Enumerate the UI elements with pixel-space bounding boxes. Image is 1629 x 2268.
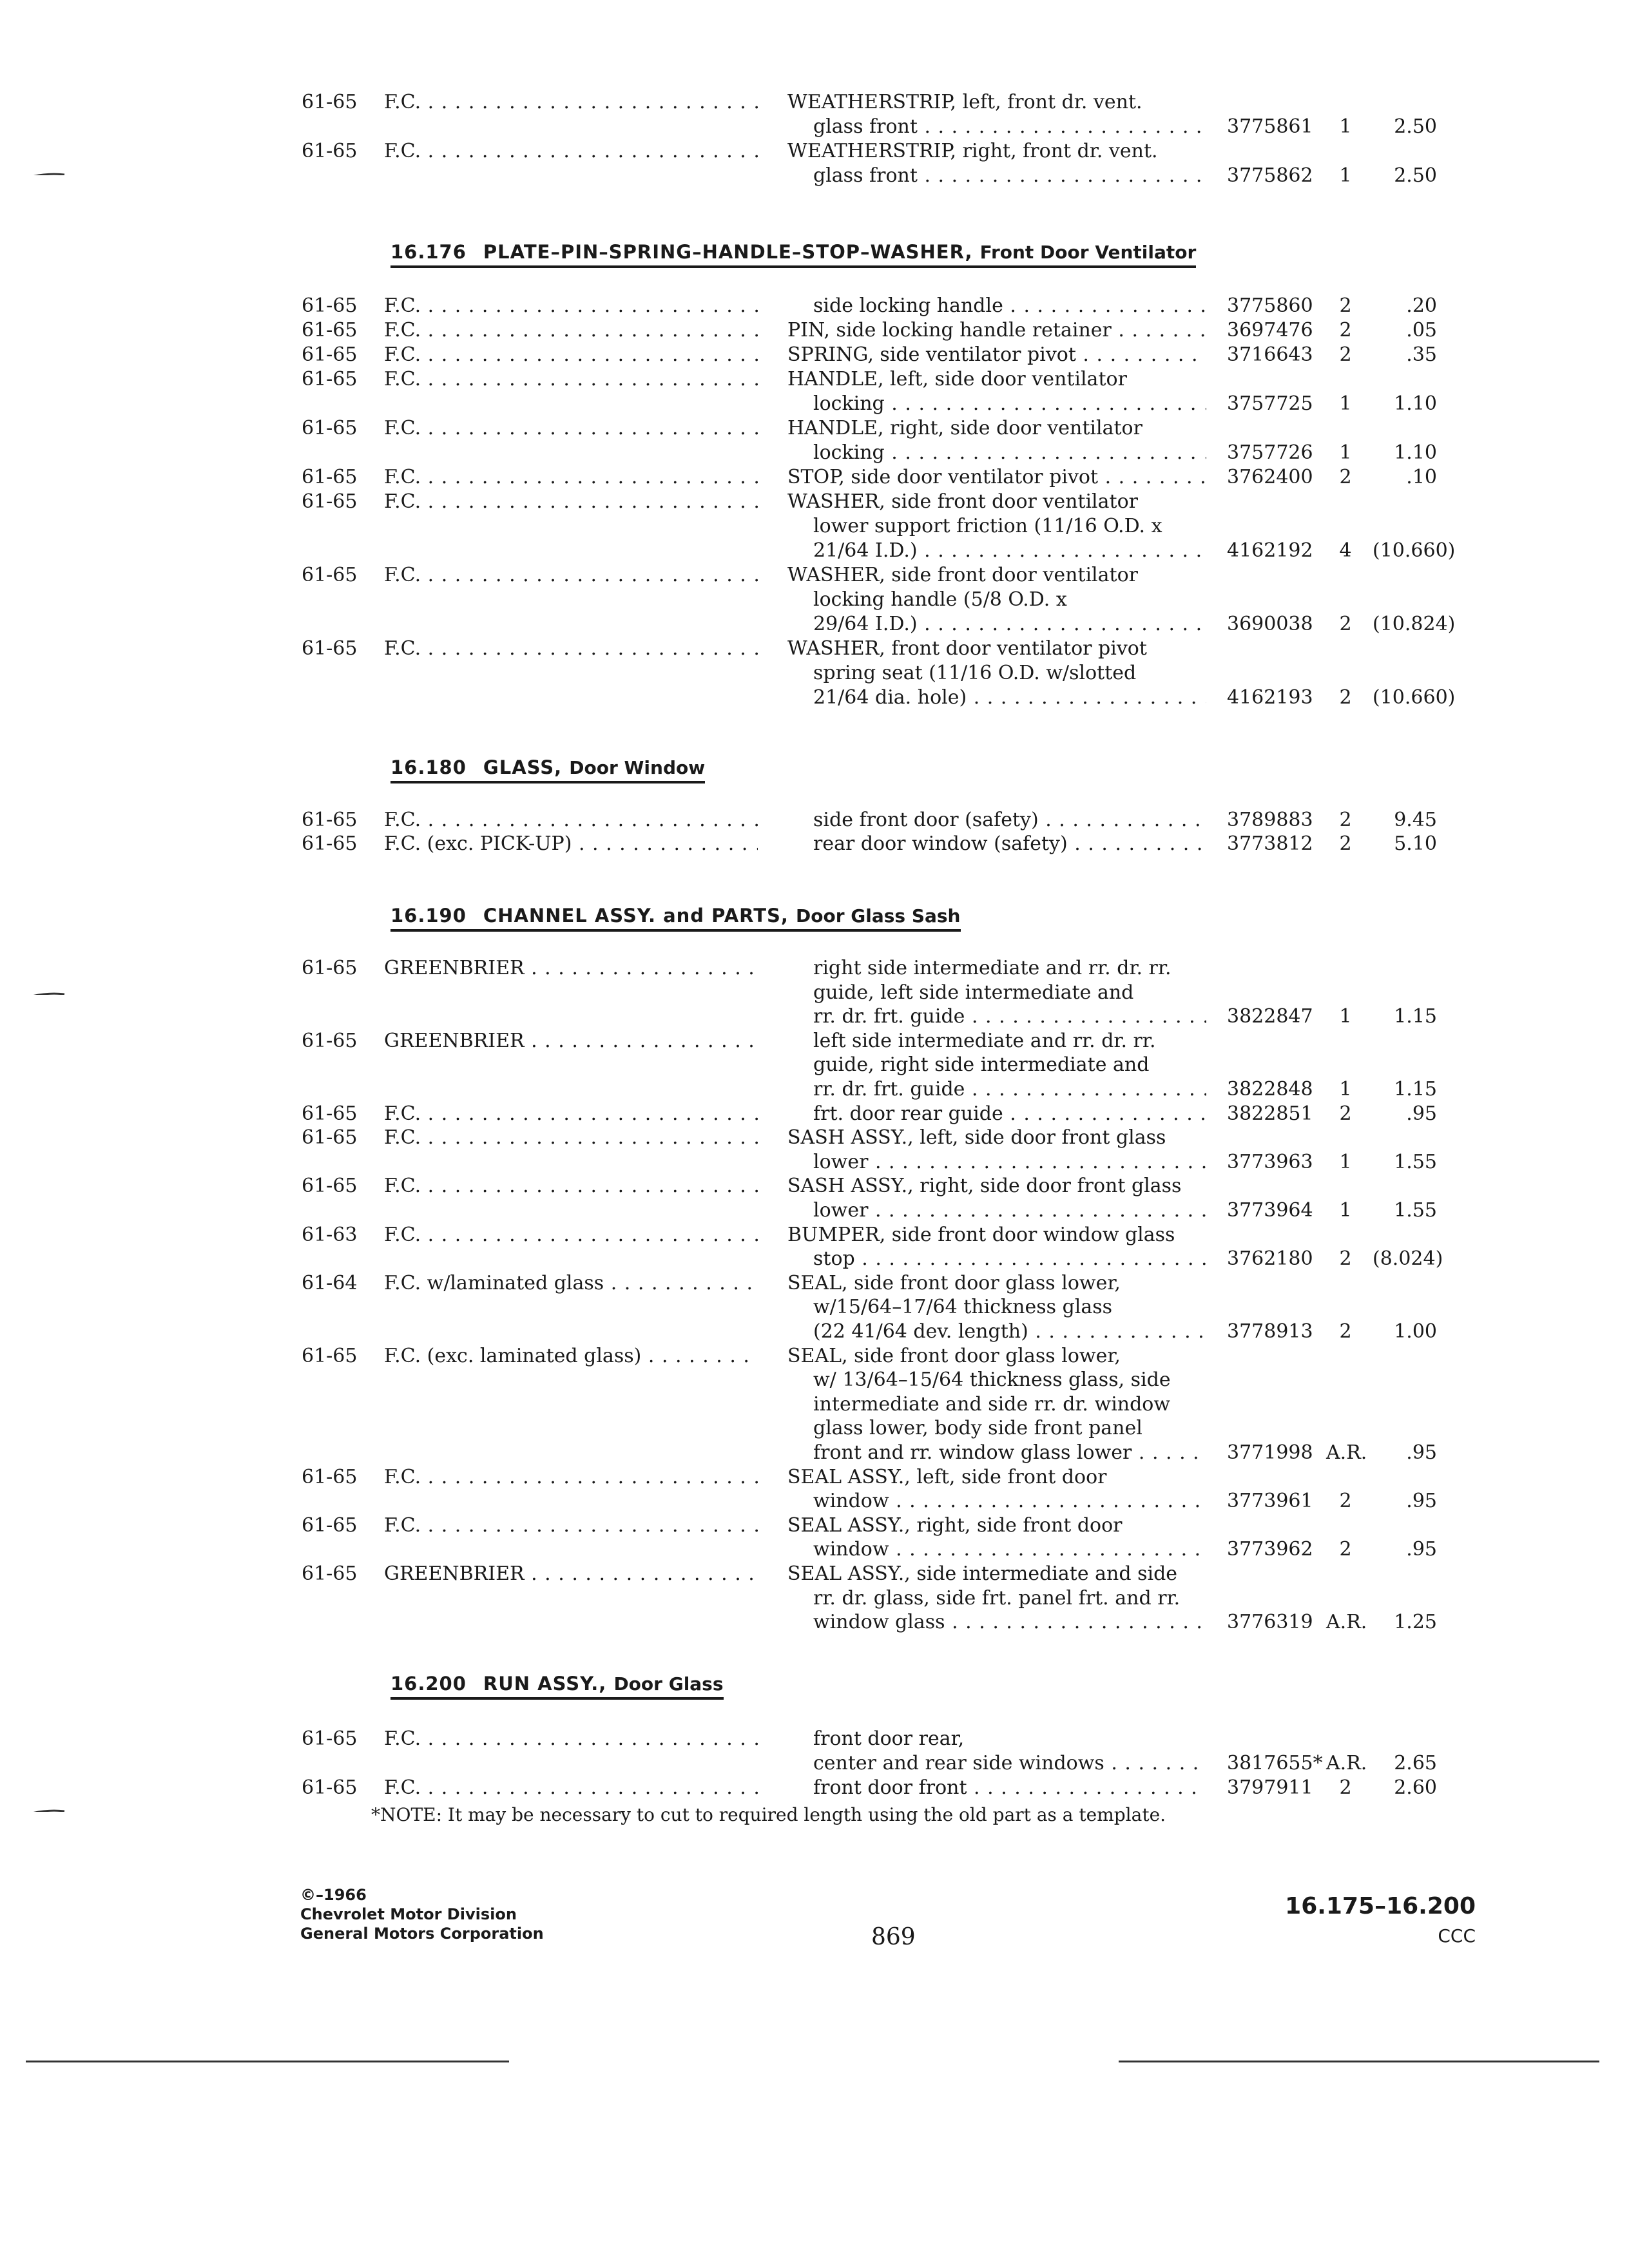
section-subtitle: Front Door Ventilator xyxy=(979,242,1197,263)
list-price: .95 xyxy=(1406,1441,1437,1464)
model-year: 61-65 xyxy=(302,1345,358,1367)
model-applicability: F.C. . . . xyxy=(384,318,758,343)
model-applicability: GREENBRIER . . . xyxy=(384,1029,758,1053)
model-year: 61-65 xyxy=(302,466,358,488)
list-price: 1.00 xyxy=(1394,1320,1437,1343)
quantity: 1 xyxy=(1339,441,1352,464)
list-price: (10.660) xyxy=(1373,539,1456,562)
list-price: 1.55 xyxy=(1394,1199,1437,1222)
model-applicability: F.C. w/laminated glass . . . xyxy=(384,1271,758,1296)
quantity: 2 xyxy=(1339,1247,1352,1270)
model-applicability: F.C. . . . xyxy=(384,808,758,832)
part-number: 3690038 xyxy=(1227,613,1313,635)
quantity: 2 xyxy=(1339,343,1352,366)
list-price: 2.65 xyxy=(1394,1752,1437,1774)
footnote: *NOTE: It may be necessary to cut to required length using the old part as a template. xyxy=(371,1804,1166,1825)
list-price: 2.50 xyxy=(1394,164,1437,187)
section-title: PLATE–PIN–SPRING–HANDLE–STOP–WASHER, xyxy=(483,241,973,263)
quantity: 2 xyxy=(1339,809,1352,831)
section-title: GLASS, xyxy=(483,756,563,778)
part-description: SEAL ASSY., side intermediate and side xyxy=(787,1562,1178,1585)
part-description: guide, left side intermediate and xyxy=(813,981,1134,1004)
model-year: 61-65 xyxy=(302,832,358,855)
part-number: 3762400 xyxy=(1227,466,1313,488)
model-applicability: F.C. . . . xyxy=(384,465,758,490)
corporation-name: General Motors Corporation xyxy=(300,1925,544,1943)
part-number: 4162193 xyxy=(1227,686,1313,709)
part-number: 3775862 xyxy=(1227,164,1313,187)
part-description: window . . . xyxy=(813,1537,1206,1562)
section-subtitle: Door Glass Sash xyxy=(796,905,961,927)
quantity: A.R. xyxy=(1326,1752,1367,1774)
bottom-rule-left xyxy=(26,2061,509,2062)
part-number: 3773812 xyxy=(1227,832,1313,855)
part-number: 3797911 xyxy=(1227,1776,1313,1799)
list-price: 9.45 xyxy=(1394,809,1437,831)
list-price: 1.55 xyxy=(1394,1151,1437,1173)
model-year: 61-65 xyxy=(302,294,358,317)
part-description: w/15/64–17/64 thickness glass xyxy=(813,1296,1113,1318)
part-number: 3773964 xyxy=(1227,1199,1313,1222)
part-number: 3773961 xyxy=(1227,1490,1313,1512)
part-description: WASHER, side front door ventilator xyxy=(787,564,1138,586)
footer-section-info xyxy=(1285,1892,1476,1951)
list-price: 1.10 xyxy=(1394,392,1437,415)
copyright: ©–1966 xyxy=(300,1886,367,1904)
part-description: HANDLE, left, side door ventilator xyxy=(787,368,1127,390)
section-heading xyxy=(390,238,1196,268)
list-price: (10.660) xyxy=(1373,686,1456,709)
part-description: lower . . . xyxy=(813,1150,1206,1175)
model-year: 61-65 xyxy=(302,809,358,831)
part-description: frt. door rear guide . . . xyxy=(813,1102,1206,1126)
quantity: 2 xyxy=(1339,1776,1352,1799)
section-heading xyxy=(390,902,961,932)
part-number: 3789883 xyxy=(1227,809,1313,831)
model-applicability: F.C. . . . xyxy=(384,1465,758,1490)
list-price: 1.25 xyxy=(1394,1611,1437,1633)
model-applicability: GREENBRIER . . . xyxy=(384,1562,758,1586)
part-description: lower . . . xyxy=(813,1198,1206,1223)
quantity: 2 xyxy=(1339,613,1352,635)
section-number: 16.180 xyxy=(390,756,467,778)
model-year: 61-65 xyxy=(302,490,358,513)
part-description: lower support friction (11/16 O.D. x xyxy=(813,515,1162,537)
part-description: front door front . . . xyxy=(813,1776,1206,1800)
list-price: 5.10 xyxy=(1394,832,1437,855)
list-price: (8.024) xyxy=(1373,1247,1443,1270)
section-number: 16.190 xyxy=(390,905,467,927)
part-description: spring seat (11/16 O.D. w/slotted xyxy=(813,662,1137,684)
list-price: .20 xyxy=(1406,294,1437,317)
part-description: side front door (safety) . . . xyxy=(813,808,1206,832)
model-year: 61-65 xyxy=(302,91,358,113)
model-year: 61-65 xyxy=(302,1514,358,1537)
part-description: 29/64 I.D.) . . . xyxy=(813,612,1206,637)
part-number: 3757726 xyxy=(1227,441,1313,464)
part-description: WEATHERSTRIP, right, front dr. vent. xyxy=(787,140,1158,162)
part-description: guide, right side intermediate and xyxy=(813,1053,1150,1076)
part-number: 3822848 xyxy=(1227,1078,1313,1100)
section-heading xyxy=(390,754,705,783)
section-number: 16.200 xyxy=(390,1673,467,1695)
part-description: locking . . . xyxy=(813,441,1206,465)
part-description: rr. dr. frt. guide . . . xyxy=(813,1004,1206,1029)
part-description: rr. dr. glass, side frt. panel frt. and rr. xyxy=(813,1587,1181,1610)
model-year: 61-65 xyxy=(302,1727,358,1750)
quantity: 2 xyxy=(1339,294,1352,317)
model-year: 61-65 xyxy=(302,140,358,162)
model-applicability: GREENBRIER . . . xyxy=(384,956,758,981)
part-description: locking handle (5/8 O.D. x xyxy=(813,588,1067,611)
model-applicability: F.C. . . . xyxy=(384,637,758,661)
list-price: .95 xyxy=(1406,1538,1437,1561)
model-applicability: F.C. . . . xyxy=(384,367,758,392)
list-price: 2.60 xyxy=(1394,1776,1437,1799)
model-year: 61-65 xyxy=(302,1562,358,1585)
part-description: STOP, side door ventilator pivot . . . xyxy=(787,465,1206,490)
model-year: 61-63 xyxy=(302,1224,358,1246)
section-title: CHANNEL ASSY. and PARTS, xyxy=(483,905,789,927)
margin-tick-mark xyxy=(26,173,66,175)
model-year: 61-65 xyxy=(302,637,358,660)
part-number: 3771998 xyxy=(1227,1441,1313,1464)
part-number: 3817655* xyxy=(1227,1752,1323,1774)
quantity: 2 xyxy=(1339,1102,1352,1125)
margin-tick-mark xyxy=(26,992,66,995)
quantity: A.R. xyxy=(1326,1611,1367,1633)
quantity: 1 xyxy=(1339,392,1352,415)
list-price: 1.15 xyxy=(1394,1005,1437,1028)
model-year: 61-65 xyxy=(302,1466,358,1488)
section-subtitle: Door Glass xyxy=(613,1673,724,1695)
list-price: .95 xyxy=(1406,1490,1437,1512)
part-description: left side intermediate and rr. dr. rr. xyxy=(813,1030,1156,1052)
part-description: rear door window (safety) . . . xyxy=(813,832,1206,856)
part-number: 3697476 xyxy=(1227,319,1313,341)
part-number: 4162192 xyxy=(1227,539,1313,562)
model-applicability: F.C. . . . xyxy=(384,1223,758,1247)
model-applicability: F.C. . . . xyxy=(384,1727,758,1751)
model-applicability: F.C. . . . xyxy=(384,563,758,588)
model-year: 61-65 xyxy=(302,1102,358,1125)
quantity: 2 xyxy=(1339,686,1352,709)
part-description: SEAL, side front door glass lower, xyxy=(787,1345,1121,1367)
part-number: 3822851 xyxy=(1227,1102,1313,1125)
model-year: 61-65 xyxy=(302,417,358,439)
part-description: HANDLE, right, side door ventilator xyxy=(787,417,1142,439)
model-applicability: F.C. . . . xyxy=(384,1174,758,1198)
section-heading xyxy=(390,1670,724,1700)
part-description: side locking handle . . . xyxy=(813,294,1206,318)
list-price: 1.10 xyxy=(1394,441,1437,464)
part-description: SEAL ASSY., left, side front door xyxy=(787,1466,1107,1488)
part-number: 3822847 xyxy=(1227,1005,1313,1028)
part-description: stop . . . xyxy=(813,1247,1206,1271)
part-number: 3757725 xyxy=(1227,392,1313,415)
list-price: .10 xyxy=(1406,466,1437,488)
part-description: SEAL, side front door glass lower, xyxy=(787,1272,1121,1294)
model-year: 61-65 xyxy=(302,1030,358,1052)
part-number: 3775860 xyxy=(1227,294,1313,317)
model-applicability: F.C. . . . xyxy=(384,90,758,115)
part-description: intermediate and side rr. dr. window xyxy=(813,1393,1171,1416)
model-applicability: F.C. (exc. laminated glass) . . . xyxy=(384,1344,758,1369)
quantity: 2 xyxy=(1339,832,1352,855)
model-year: 61-64 xyxy=(302,1272,358,1294)
section-title: RUN ASSY., xyxy=(483,1673,607,1695)
part-description: glass front . . . xyxy=(813,115,1206,139)
model-applicability: F.C. (exc. PICK-UP) . . . xyxy=(384,832,758,856)
model-year: 61-65 xyxy=(302,1126,358,1149)
part-description: (22 41/64 dev. length) . . . xyxy=(813,1320,1206,1344)
model-year: 61-65 xyxy=(302,368,358,390)
model-year: 61-65 xyxy=(302,319,358,341)
model-year: 61-65 xyxy=(302,957,358,979)
quantity: 1 xyxy=(1339,1199,1352,1222)
part-number: 3773963 xyxy=(1227,1151,1313,1173)
model-applicability: F.C. . . . xyxy=(384,1126,758,1150)
part-description: 21/64 dia. hole) . . . xyxy=(813,686,1206,710)
model-year: 61-65 xyxy=(302,1175,358,1197)
model-year: 61-65 xyxy=(302,1776,358,1799)
part-description: glass front . . . xyxy=(813,164,1206,188)
part-number: 3775861 xyxy=(1227,115,1313,138)
quantity: 1 xyxy=(1339,1078,1352,1100)
list-price: .95 xyxy=(1406,1102,1437,1125)
part-number: 3716643 xyxy=(1227,343,1313,366)
part-description: SPRING, side ventilator pivot . . . xyxy=(787,343,1206,367)
quantity: 1 xyxy=(1339,115,1352,138)
quantity: 2 xyxy=(1339,466,1352,488)
part-description: WASHER, front door ventilator pivot xyxy=(787,637,1147,660)
model-applicability: F.C. . . . xyxy=(384,1776,758,1800)
list-price: 2.50 xyxy=(1394,115,1437,138)
part-description: PIN, side locking handle retainer . . . xyxy=(787,318,1206,343)
part-number: 3778913 xyxy=(1227,1320,1313,1343)
page-number: 869 xyxy=(871,1924,916,1950)
model-applicability: F.C. . . . xyxy=(384,294,758,318)
part-description: center and rear side windows . . . xyxy=(813,1751,1206,1776)
list-price: .05 xyxy=(1406,319,1437,341)
part-number: 3762180 xyxy=(1227,1247,1313,1270)
part-description: window glass . . . xyxy=(813,1610,1206,1635)
part-number: 3773962 xyxy=(1227,1538,1313,1561)
section-number: 16.176 xyxy=(390,241,467,263)
quantity: 1 xyxy=(1339,1151,1352,1173)
model-applicability: F.C. . . . xyxy=(384,1102,758,1126)
part-description: right side intermediate and rr. dr. rr. xyxy=(813,957,1171,979)
part-description: 21/64 I.D.) . . . xyxy=(813,539,1206,563)
model-applicability: F.C. . . . xyxy=(384,343,758,367)
list-price: (10.824) xyxy=(1373,613,1456,635)
part-description: window . . . xyxy=(813,1489,1206,1514)
part-description: glass lower, body side front panel xyxy=(813,1417,1142,1439)
margin-tick-mark xyxy=(26,1809,66,1812)
quantity: 1 xyxy=(1339,164,1352,187)
part-number: 3776319 xyxy=(1227,1611,1313,1633)
division-name: Chevrolet Motor Division xyxy=(300,1905,517,1923)
model-year: 61-65 xyxy=(302,564,358,586)
section-range: 16.175–16.200 xyxy=(1285,1893,1476,1919)
quantity: 1 xyxy=(1339,1005,1352,1028)
quantity: 2 xyxy=(1339,1490,1352,1512)
part-description: front door rear, xyxy=(813,1727,965,1750)
section-subtitle: Door Window xyxy=(569,757,706,778)
footer-publisher xyxy=(300,1885,544,1943)
model-applicability: F.C. . . . xyxy=(384,416,758,441)
model-applicability: F.C. . . . xyxy=(384,1514,758,1538)
list-price: 1.15 xyxy=(1394,1078,1437,1100)
part-description: SASH ASSY., left, side door front glass xyxy=(787,1126,1166,1149)
quantity: A.R. xyxy=(1326,1441,1367,1464)
quantity: 2 xyxy=(1339,1320,1352,1343)
part-description: BUMPER, side front door window glass xyxy=(787,1224,1175,1246)
part-description: w/ 13/64–15/64 thickness glass, side xyxy=(813,1369,1171,1391)
model-applicability: F.C. . . . xyxy=(384,490,758,514)
list-price: .35 xyxy=(1406,343,1437,366)
part-description: WASHER, side front door ventilator xyxy=(787,490,1138,513)
quantity: 2 xyxy=(1339,1538,1352,1561)
model-applicability: F.C. . . . xyxy=(384,139,758,164)
part-description: locking . . . xyxy=(813,392,1206,416)
part-description: WEATHERSTRIP, left, front dr. vent. xyxy=(787,91,1142,113)
part-description: rr. dr. frt. guide . . . xyxy=(813,1077,1206,1102)
quantity: 2 xyxy=(1339,319,1352,341)
part-description: front and rr. window glass lower . . . xyxy=(813,1441,1206,1465)
part-description: SASH ASSY., right, side door front glass xyxy=(787,1175,1182,1197)
quantity: 4 xyxy=(1339,539,1352,562)
part-description: SEAL ASSY., right, side front door xyxy=(787,1514,1123,1537)
bottom-rule-right xyxy=(1119,2061,1599,2062)
model-year: 61-65 xyxy=(302,343,358,366)
page-code: CCC xyxy=(1438,1925,1476,1946)
